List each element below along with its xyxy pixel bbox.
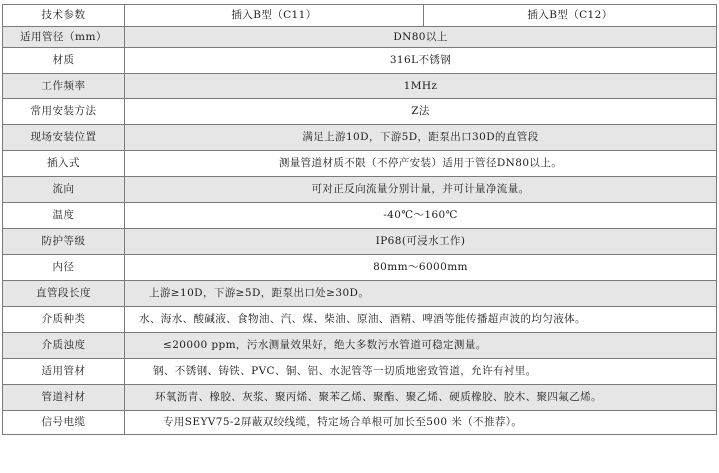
row-label: 工作频率: [3, 74, 125, 99]
table-row: [3, 229, 717, 255]
row-label: 管道衬材: [3, 385, 125, 411]
row-label: 插入式: [3, 151, 125, 177]
header-col-c11: 插入B型（C11）: [125, 5, 424, 27]
row-label: 信号电缆: [3, 411, 125, 435]
row-label: 材质: [3, 48, 125, 74]
table-row: [3, 27, 717, 48]
header-param-label: 技术参数: [3, 5, 125, 27]
table-row: [3, 333, 717, 359]
row-value: 水、海水、酸碱液、食物油、汽、煤、柴油、原油、酒精、啤酒等能传播超声波的均匀液体。: [125, 307, 717, 333]
row-value: -40℃～160℃: [125, 203, 717, 229]
table-row: [3, 307, 717, 333]
row-value: 可对正反向流量分别计量，并可计量净流量。: [125, 177, 717, 203]
spec-table: [2, 4, 717, 435]
row-value: 上游≥10D，下游≥5D，距泵出口处≥30D。: [125, 281, 717, 307]
table-row: [3, 48, 717, 74]
row-label: 内径: [3, 255, 125, 281]
row-label: 流向: [3, 177, 125, 203]
row-label: 常用安装方法: [3, 99, 125, 125]
row-label: 适用管材: [3, 359, 125, 385]
table-row: [3, 151, 717, 177]
table-row: [3, 99, 717, 125]
table-row: [3, 74, 717, 99]
row-label: 直管段长度: [3, 281, 125, 307]
table-row: [3, 359, 717, 385]
row-value: 满足上游10D，下游5D，距泵出口30D的直管段: [125, 125, 717, 151]
row-value: 环氧沥青、橡胶、灰浆、聚丙烯、聚苯乙烯、聚酯、聚乙烯、硬质橡胶、胶木、聚四氟乙烯。: [125, 385, 717, 411]
row-value: DN80以上: [125, 27, 717, 48]
row-value: 80mm～6000mm: [125, 255, 717, 281]
row-value: ≤20000 ppm，污水测量效果好，绝大多数污水管道可稳定测量。: [125, 333, 717, 359]
table-row: [3, 411, 717, 435]
row-value: 专用SEYV75-2屏蔽双绞线缆，特定场合单根可加长至500 米（不推荐）。: [125, 411, 717, 435]
row-label: 温度: [3, 203, 125, 229]
row-value: Z法: [125, 99, 717, 125]
row-label: 适用管径（mm）: [3, 27, 125, 48]
row-label: 介质浊度: [3, 333, 125, 359]
row-value: IP68(可浸水工作): [125, 229, 717, 255]
row-label: 介质种类: [3, 307, 125, 333]
table-row: [3, 255, 717, 281]
spec-table-container: [0, 4, 719, 435]
row-value: 测量管道材质不限（不停产安装）适用于管径DN80以上。: [125, 151, 717, 177]
row-label: 防护等级: [3, 229, 125, 255]
table-header-row: [3, 5, 717, 27]
row-value: 钢、不锈钢、铸铁、PVC、铜、铝、水泥管等一切质地密致管道，允许有衬里。: [125, 359, 717, 385]
table-row: [3, 385, 717, 411]
table-row: [3, 203, 717, 229]
table-row: [3, 281, 717, 307]
table-row: [3, 125, 717, 151]
row-label: 现场安装位置: [3, 125, 125, 151]
table-row: [3, 177, 717, 203]
row-value: 316L不锈钢: [125, 48, 717, 74]
header-col-c12: 插入B型（C12）: [424, 5, 717, 27]
row-value: 1MHz: [125, 74, 717, 99]
